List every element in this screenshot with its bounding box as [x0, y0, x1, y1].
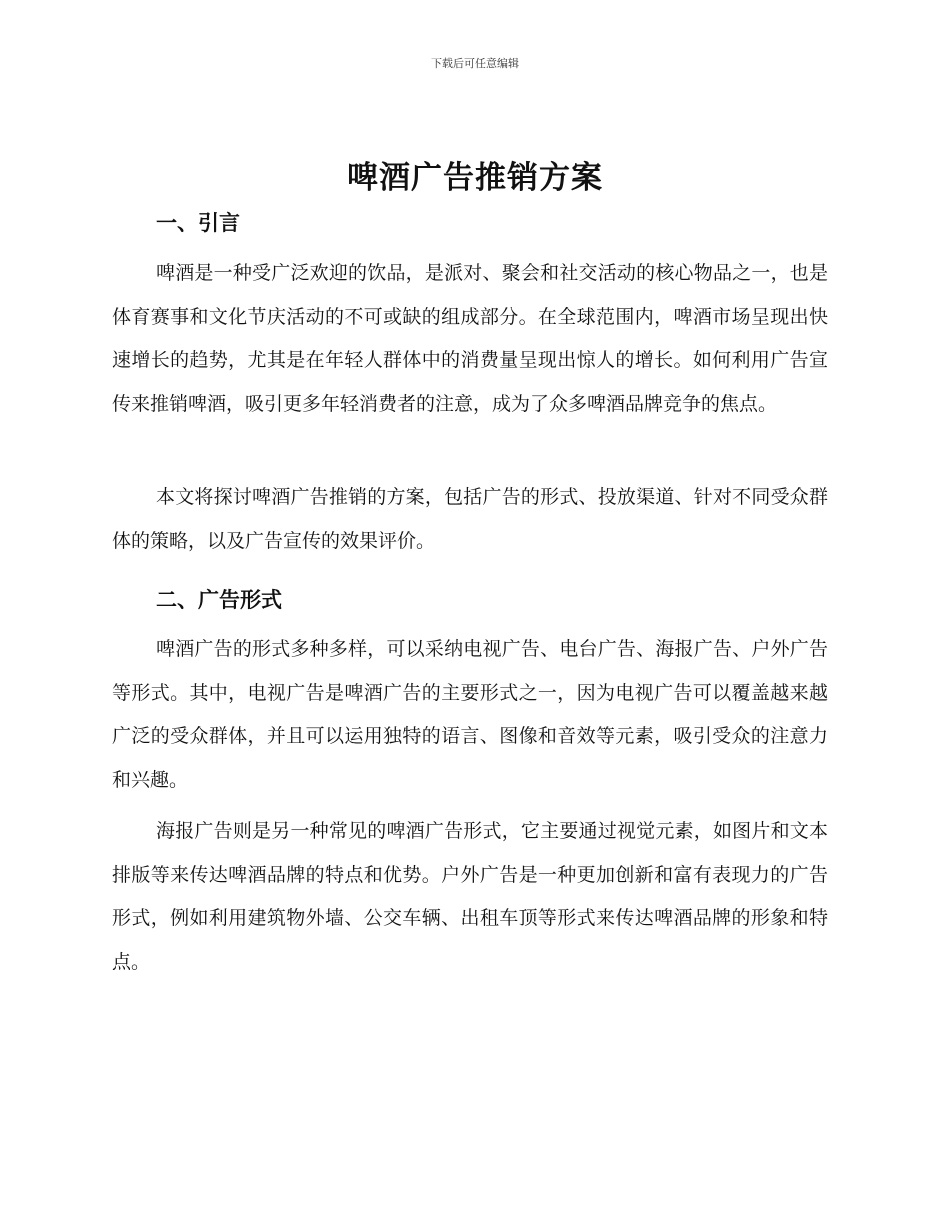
- document-title: 啤酒广告推销方案: [347, 160, 603, 196]
- section-heading-ad-forms: 二、广告形式: [156, 588, 282, 612]
- paragraph-ad-forms-2: 海报广告则是另一种常见的啤酒广告形式，它主要通过视觉元素，如图片和文本排版等来传达啤酒品牌的特点和优势。户外广告是一种更加创新和富有表现力的广告形式，例如利用建筑物外墙、公交车辆、出租车顶等形式来传达啤酒品牌的形象和特点。: [112, 820, 828, 973]
- paragraph-intro-2: 本文将探讨啤酒广告推销的方案，包括广告的形式、投放渠道、针对不同受众群体的策略，以及广告宣传的效果评价。: [112, 486, 828, 552]
- header-note: 下载后可任意编辑: [431, 57, 519, 70]
- paragraph-intro-1: 啤酒是一种受广泛欢迎的饮品，是派对、聚会和社交活动的核心物品之一，也是体育赛事和文化节庆活动的不可或缺的组成部分。在全球范围内，啤酒市场呈现出快速增长的趋势，尤其是在年轻人群体中的消费量呈现出惊人的增长。如何利用广告宣传来推销啤酒，吸引更多年轻消费者的注意，成为了众多啤酒品牌竞争的焦点。: [112, 262, 828, 415]
- section-heading-introduction: 一、引言: [156, 211, 240, 235]
- paragraph-ad-forms-1: 啤酒广告的形式多种多样，可以采纳电视广告、电台广告、海报广告、户外广告等形式。其中，电视广告是啤酒广告的主要形式之一，因为电视广告可以覆盖越来越广泛的受众群体，并且可以运用独特的语言、图像和音效等元素，吸引受众的注意力和兴趣。: [112, 638, 828, 791]
